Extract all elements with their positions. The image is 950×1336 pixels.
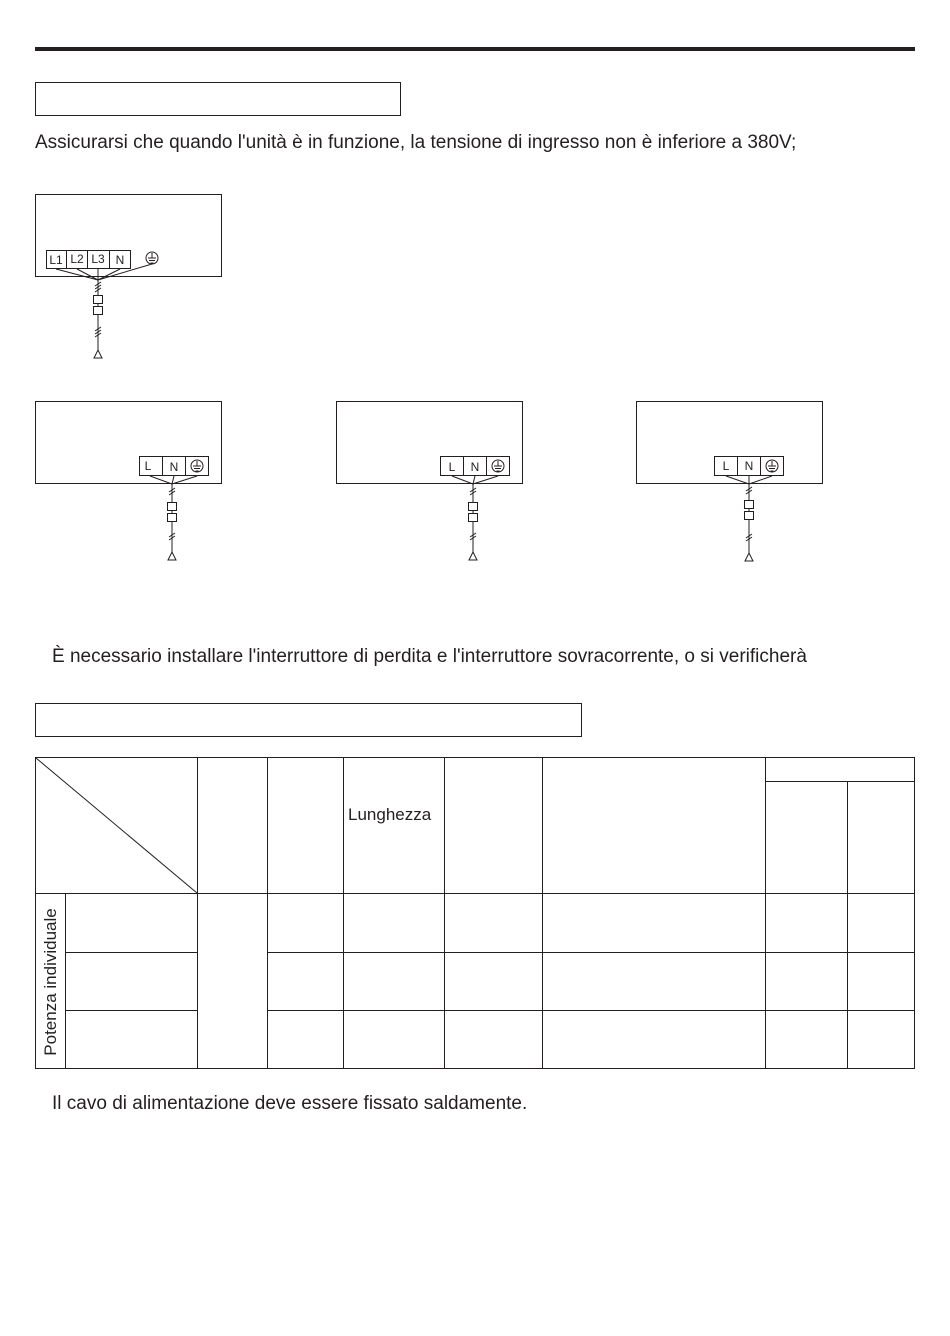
terminal-l-label: L [448, 460, 456, 474]
length-column-header: Lunghezza [348, 805, 432, 824]
ground-icon [766, 460, 778, 472]
power-source-icon [469, 552, 477, 560]
breaker-icon [745, 512, 754, 520]
section-heading-box-2 [36, 704, 582, 737]
ground-icon [191, 460, 203, 472]
terminal-n-label: N [744, 459, 754, 473]
terminal-n-label: N [470, 460, 480, 474]
indoor-unit-diagram [637, 402, 823, 562]
indoor-unit-box [637, 402, 823, 484]
indoor-supply-wire [452, 476, 498, 560]
terminal-l1-label: L1 [49, 253, 63, 267]
breaker-icon [745, 501, 754, 509]
terminal-n-label: N [115, 253, 125, 267]
power-source-icon [745, 553, 753, 561]
terminal-l3-label: L3 [91, 252, 105, 266]
breaker-icon [94, 307, 103, 315]
breaker-icon [94, 296, 103, 304]
outdoor-unit-box [36, 195, 222, 277]
ground-icon [146, 252, 158, 264]
terminal-n-label: N [169, 460, 179, 474]
footer-note: Il cavo di alimentazione deve essere fissato saldamente. [52, 1093, 528, 1114]
row-group-label-text: Potenza individuale [41, 907, 60, 1056]
table-corner-diagonal [36, 758, 197, 893]
breaker-icon [168, 514, 177, 522]
spec-table [35, 757, 915, 1069]
breaker-icon [469, 514, 478, 522]
indoor-supply-wire [726, 476, 772, 561]
breaker-icon [168, 503, 177, 511]
power-source-icon [168, 552, 176, 560]
outdoor-unit-diagram [36, 195, 222, 359]
terminal-l-label: L [722, 459, 730, 473]
power-source-icon [94, 350, 102, 358]
terminal-l2-label: L2 [70, 252, 84, 266]
indoor-unit-diagram [36, 402, 222, 561]
breaker-icon [469, 503, 478, 511]
row-group-label [36, 894, 66, 1069]
indoor-unit-diagram [337, 402, 523, 561]
outdoor-supply-wire [56, 264, 152, 358]
ground-icon [492, 460, 504, 472]
voltage-note: Assicurarsi che quando l'unità è in funzione, la tensione di ingresso non è inferiore a 380V; [35, 132, 797, 153]
indoor-supply-wire [150, 476, 197, 560]
breaker-warning: È necessario installare l'interruttore di perdita e l'interruttore sovracorrente, o si verificherà [52, 646, 807, 667]
table-border [36, 758, 915, 1069]
terminal-l-label: L [144, 459, 152, 473]
